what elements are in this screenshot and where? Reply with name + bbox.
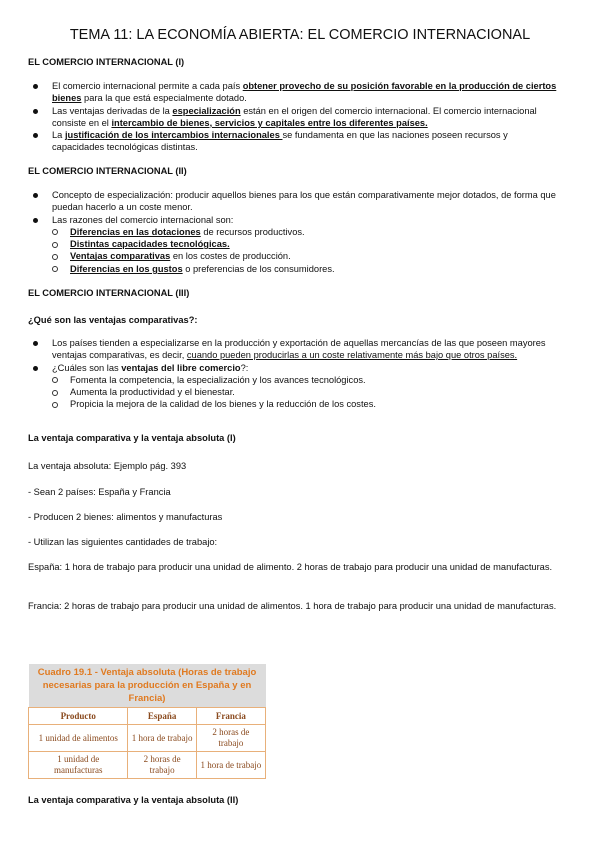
section-heading-5: La ventaja comparativa y la ventaja absoluta (II) xyxy=(28,795,239,805)
sub-list-item: Aumenta la productividad y el bienestar. xyxy=(28,386,560,398)
text: o preferencias de los consumidores. xyxy=(182,263,335,274)
text: ?: xyxy=(240,362,249,373)
table-row xyxy=(29,725,266,752)
section-heading-2: EL COMERCIO INTERNACIONAL (II) xyxy=(28,166,187,176)
underlined-text: Diferencias en los gustos xyxy=(70,263,183,274)
column-header: Producto xyxy=(29,708,128,725)
text: El comercio internacional permite a cada país xyxy=(52,81,243,91)
underlined-text: intercambio de bienes, servicios y capitales entre los diferentes países. xyxy=(111,117,428,128)
underlined-text: obtener provecho de su posición favorable en la producción de ciertos bienes xyxy=(52,81,557,104)
table-header-row xyxy=(29,708,266,725)
text: en los costes de producción. xyxy=(170,251,291,262)
text: de recursos productivos. xyxy=(200,226,305,237)
underlined-text: Diferencias en las dotaciones xyxy=(70,226,201,237)
section-1-list xyxy=(28,80,560,154)
paragraph: España: 1 hora de trabajo para producir una unidad de alimento. 2 horas de trabajo para producir una unidad de manufacturas. xyxy=(28,562,553,572)
absolute-advantage-table xyxy=(28,664,266,779)
list-item: Las razones del comercio internacional son: xyxy=(28,214,560,226)
sub-list-item xyxy=(28,226,560,238)
table-caption: Cuadro 19.1 - Ventaja absoluta (Horas de trabajo necesarias para la producción en España y en Francia) xyxy=(29,664,266,708)
table-cell: 1 hora de trabajo xyxy=(196,752,265,779)
underlined-text: Distintas capacidades tecnológicas. xyxy=(70,239,230,250)
table-cell: 2 horas de trabajo xyxy=(128,752,196,779)
section-heading-1: EL COMERCIO INTERNACIONAL (I) xyxy=(28,57,185,67)
bold-text: ventajas del libre comercio xyxy=(121,362,241,373)
underlined-text: justificación de los intercambios internacionales xyxy=(64,130,283,141)
sub-list-item: Propicia la mejora de la calidad de los bienes y la reducción de los costes. xyxy=(28,398,560,410)
sub-list-item: Fomenta la competencia, la especialización y los avances tecnológicos. xyxy=(28,374,560,386)
underlined-text: Ventajas comparativas xyxy=(70,251,171,262)
section-3-list xyxy=(28,337,560,411)
table-cell: 2 horas de trabajo xyxy=(196,725,265,752)
paragraph: La ventaja absoluta: Ejemplo pág. 393 xyxy=(28,461,187,471)
text: para la que está especialmente dotado. xyxy=(81,93,247,104)
list-item xyxy=(28,105,560,130)
text: La xyxy=(52,130,65,141)
list-item xyxy=(28,362,560,374)
column-header: España xyxy=(128,708,196,725)
list-item xyxy=(28,129,560,154)
underlined-text: especialización xyxy=(172,105,241,116)
sub-list-item xyxy=(28,238,560,250)
sub-list-item xyxy=(28,250,560,262)
document-title: TEMA 11: LA ECONOMÍA ABIERTA: EL COMERCIO INTERNACIONAL xyxy=(69,27,531,43)
list-item: Concepto de especialización: producir aquellos bienes para los que están comparativamente mejor dotados, de forma que puedan hacerlo a un coste menor. xyxy=(28,189,560,214)
text: se fundamenta en que las naciones poseen recursos y capacidades tecnológicas distintas. xyxy=(52,130,508,153)
section-heading-3: EL COMERCIO INTERNACIONAL (III) xyxy=(28,288,190,298)
list-item xyxy=(28,80,560,105)
paragraph: - Sean 2 países: España y Francia xyxy=(28,487,171,497)
underlined-text: cuando pueden producirlas a un coste relativamente más bajo que otros países. xyxy=(186,350,518,361)
table-cell: 1 unidad de manufacturas xyxy=(29,752,128,779)
section-heading-4: La ventaja comparativa y la ventaja absoluta (I) xyxy=(28,433,236,443)
column-header: Francia xyxy=(196,708,265,725)
paragraph: - Producen 2 bienes: alimentos y manufacturas xyxy=(28,512,223,522)
sub-list-item xyxy=(28,263,560,275)
list-item xyxy=(28,337,560,362)
text: Las ventajas derivadas de la xyxy=(52,105,173,116)
table-cell: 1 hora de trabajo xyxy=(128,725,196,752)
text: Los países tienden a especializarse en la producción y exportación de aquellas mercancías de las que poseen mayores ventajas comparativas, es decir, xyxy=(52,338,546,361)
table-row xyxy=(29,752,266,779)
text: ¿Cuáles son las xyxy=(52,362,122,373)
text: están en el origen del comercio internacional. El comercio internacional consiste en el xyxy=(52,105,537,128)
question-heading: ¿Qué son las ventajas comparativas?: xyxy=(28,315,198,325)
section-2-list xyxy=(28,189,560,275)
table-cell: 1 unidad de alimentos xyxy=(29,725,128,752)
paragraph: Francia: 2 horas de trabajo para producir una unidad de alimentos. 1 hora de trabajo para producir una unidad de manufacturas. xyxy=(28,601,557,611)
paragraph: - Utilizan las siguientes cantidades de trabajo: xyxy=(28,537,218,547)
